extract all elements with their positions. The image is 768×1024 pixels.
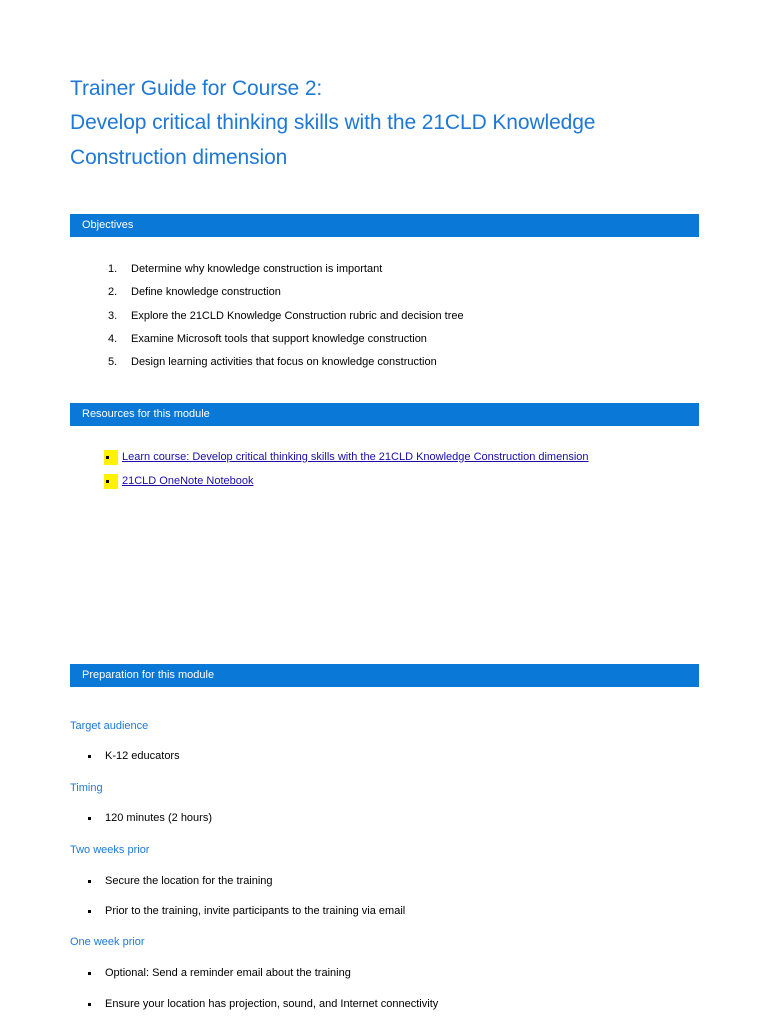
item-number: 2. (108, 286, 118, 299)
section-heading-target-audience: Target audience (70, 720, 149, 732)
bullet-text: Secure the location for the training (105, 875, 273, 887)
learn-course-link[interactable]: Learn course: Develop critical thinking skills with the 21CLD Knowledge Construction dimension (122, 451, 589, 463)
list-item (104, 450, 589, 474)
list-item (88, 905, 405, 917)
list-item (88, 967, 351, 979)
item-text: Examine Microsoft tools that support knowledge construction (131, 332, 427, 345)
item-number: 4. (108, 332, 118, 345)
list-item (108, 309, 464, 332)
list-item (108, 285, 464, 308)
bullet-text: Ensure your location has projection, sound, and Internet connectivity (105, 998, 439, 1010)
onenote-notebook-link[interactable]: 21CLD OneNote Notebook (122, 474, 254, 487)
bullet-text: K-12 educators (105, 750, 180, 762)
resources-list (104, 450, 589, 497)
item-text: Design learning activities that focus on knowledge construction (131, 356, 437, 368)
objectives-header: Objectives (70, 214, 699, 237)
bullet-text: 120 minutes (2 hours) (105, 812, 212, 824)
section-heading-timing: Timing (70, 782, 103, 794)
item-text: Explore the 21CLD Knowledge Construction rubric and decision tree (131, 309, 464, 322)
item-number: 5. (108, 356, 118, 368)
bullet-icon (88, 755, 91, 758)
bullet-text: Prior to the training, invite participants to the training via email (105, 905, 406, 917)
title-line-3: Construction dimension (70, 146, 288, 169)
list-item (108, 262, 464, 285)
list-item (88, 875, 273, 887)
item-text: Define knowledge construction (131, 286, 281, 299)
item-number: 1. (108, 263, 118, 275)
highlighted-bullet-icon (104, 450, 118, 465)
section-heading-one-week-prior: One week prior (70, 936, 145, 948)
item-text: Determine why knowledge construction is important (131, 263, 383, 275)
resources-header: Resources for this module (70, 403, 699, 426)
list-item (88, 750, 180, 762)
bullet-icon (88, 972, 91, 975)
list-item (108, 355, 464, 378)
list-item (104, 474, 589, 498)
preparation-header: Preparation for this module (70, 664, 699, 687)
bullet-icon (88, 910, 91, 913)
item-number: 3. (108, 309, 118, 322)
list-item (88, 812, 212, 824)
list-item (88, 998, 438, 1010)
bullet-text: Optional: Send a reminder email about the training (105, 967, 351, 979)
highlighted-bullet-icon (104, 474, 118, 489)
section-heading-two-weeks-prior: Two weeks prior (70, 844, 150, 856)
title-line-1: Trainer Guide for Course 2: (70, 77, 323, 100)
title-line-2: Develop critical thinking skills with the 21CLD Knowledge (70, 111, 596, 134)
objectives-list (108, 262, 464, 378)
bullet-icon (88, 1003, 91, 1006)
list-item (108, 332, 464, 355)
bullet-icon (88, 817, 91, 820)
bullet-icon (88, 880, 91, 883)
